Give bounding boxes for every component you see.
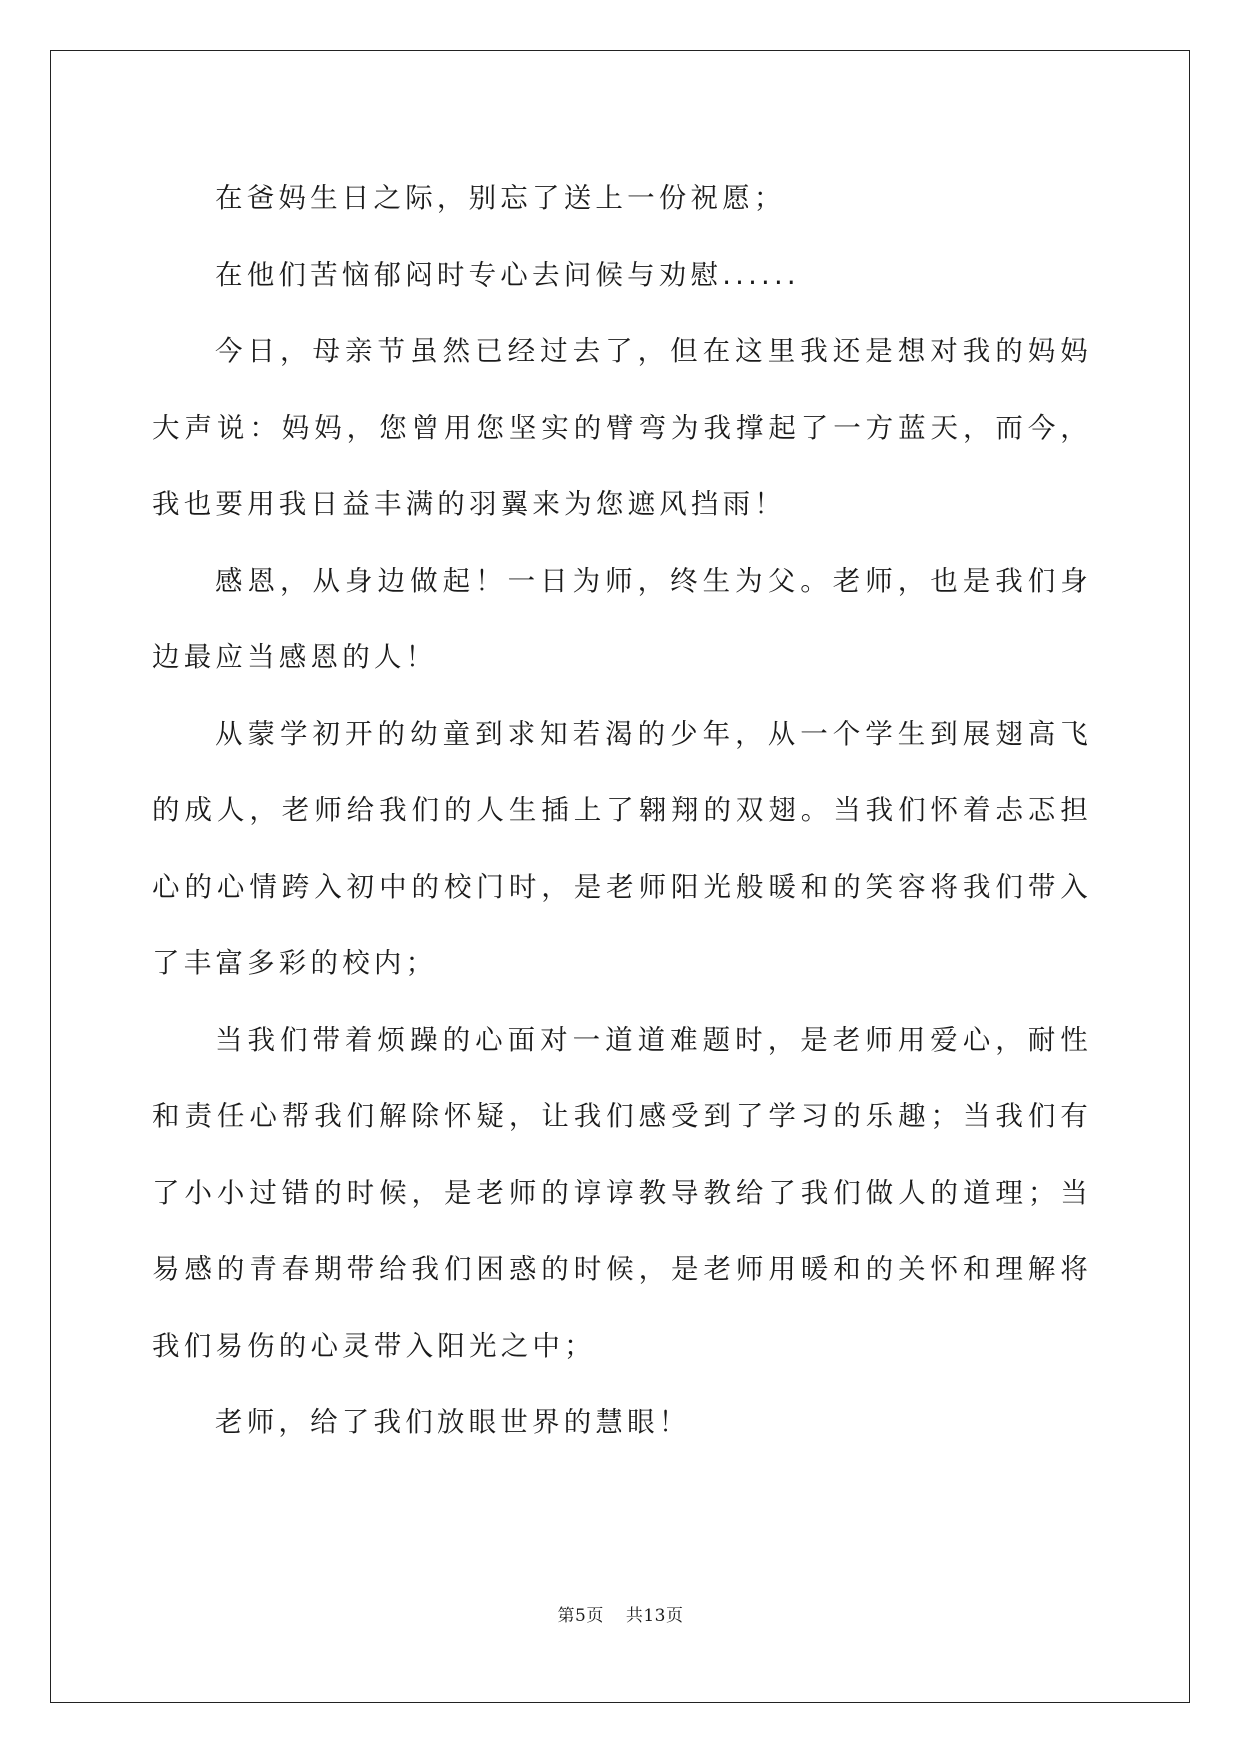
paragraph: 从蒙学初开的幼童到求知若渴的少年，从一个学生到展翅高飞的成人，老师给我们的人生插上了翱翔的双翅。当我们怀着忐忑担心的心情跨入初中的校门时，是老师阳光般暖和的笑容将我们带入了丰富多彩的校内；	[152, 717, 1092, 979]
paragraph: 当我们带着烦躁的心面对一道道难题时，是老师用爱心，耐性和责任心帮我们解除怀疑，让我们感受到了学习的乐趣；当我们有了小小过错的时候，是老师的谆谆教导教给了我们做人的道理；当易感的青春期带给我们困惑的时候，是老师用暖和的关怀和理解将我们易伤的心灵带入阳光之中；	[152, 1023, 1092, 1362]
paragraph: 在爸妈生日之际，别忘了送上一份祝愿；	[215, 182, 786, 214]
paragraph: 今日，母亲节虽然已经过去了，但在这里我还是想对我的妈妈大声说：妈妈，您曾用您坚实的臂弯为我撑起了一方蓝天，而今，我也要用我日益丰满的羽翼来为您遮风挡雨！	[152, 335, 1092, 520]
page-footer	[0, 1601, 1241, 1626]
paragraph: 老师，给了我们放眼世界的慧眼！	[215, 1406, 691, 1438]
paragraph: 在他们苦恼郁闷时专心去问候与劝慰......	[215, 258, 800, 291]
page-total: 共13页	[625, 1606, 684, 1626]
page-number: 第5页	[557, 1606, 604, 1626]
paragraph: 感恩，从身边做起！一日为师，终生为父。老师，也是我们身边最应当感恩的人！	[152, 564, 1092, 673]
document-body	[152, 160, 1092, 1461]
